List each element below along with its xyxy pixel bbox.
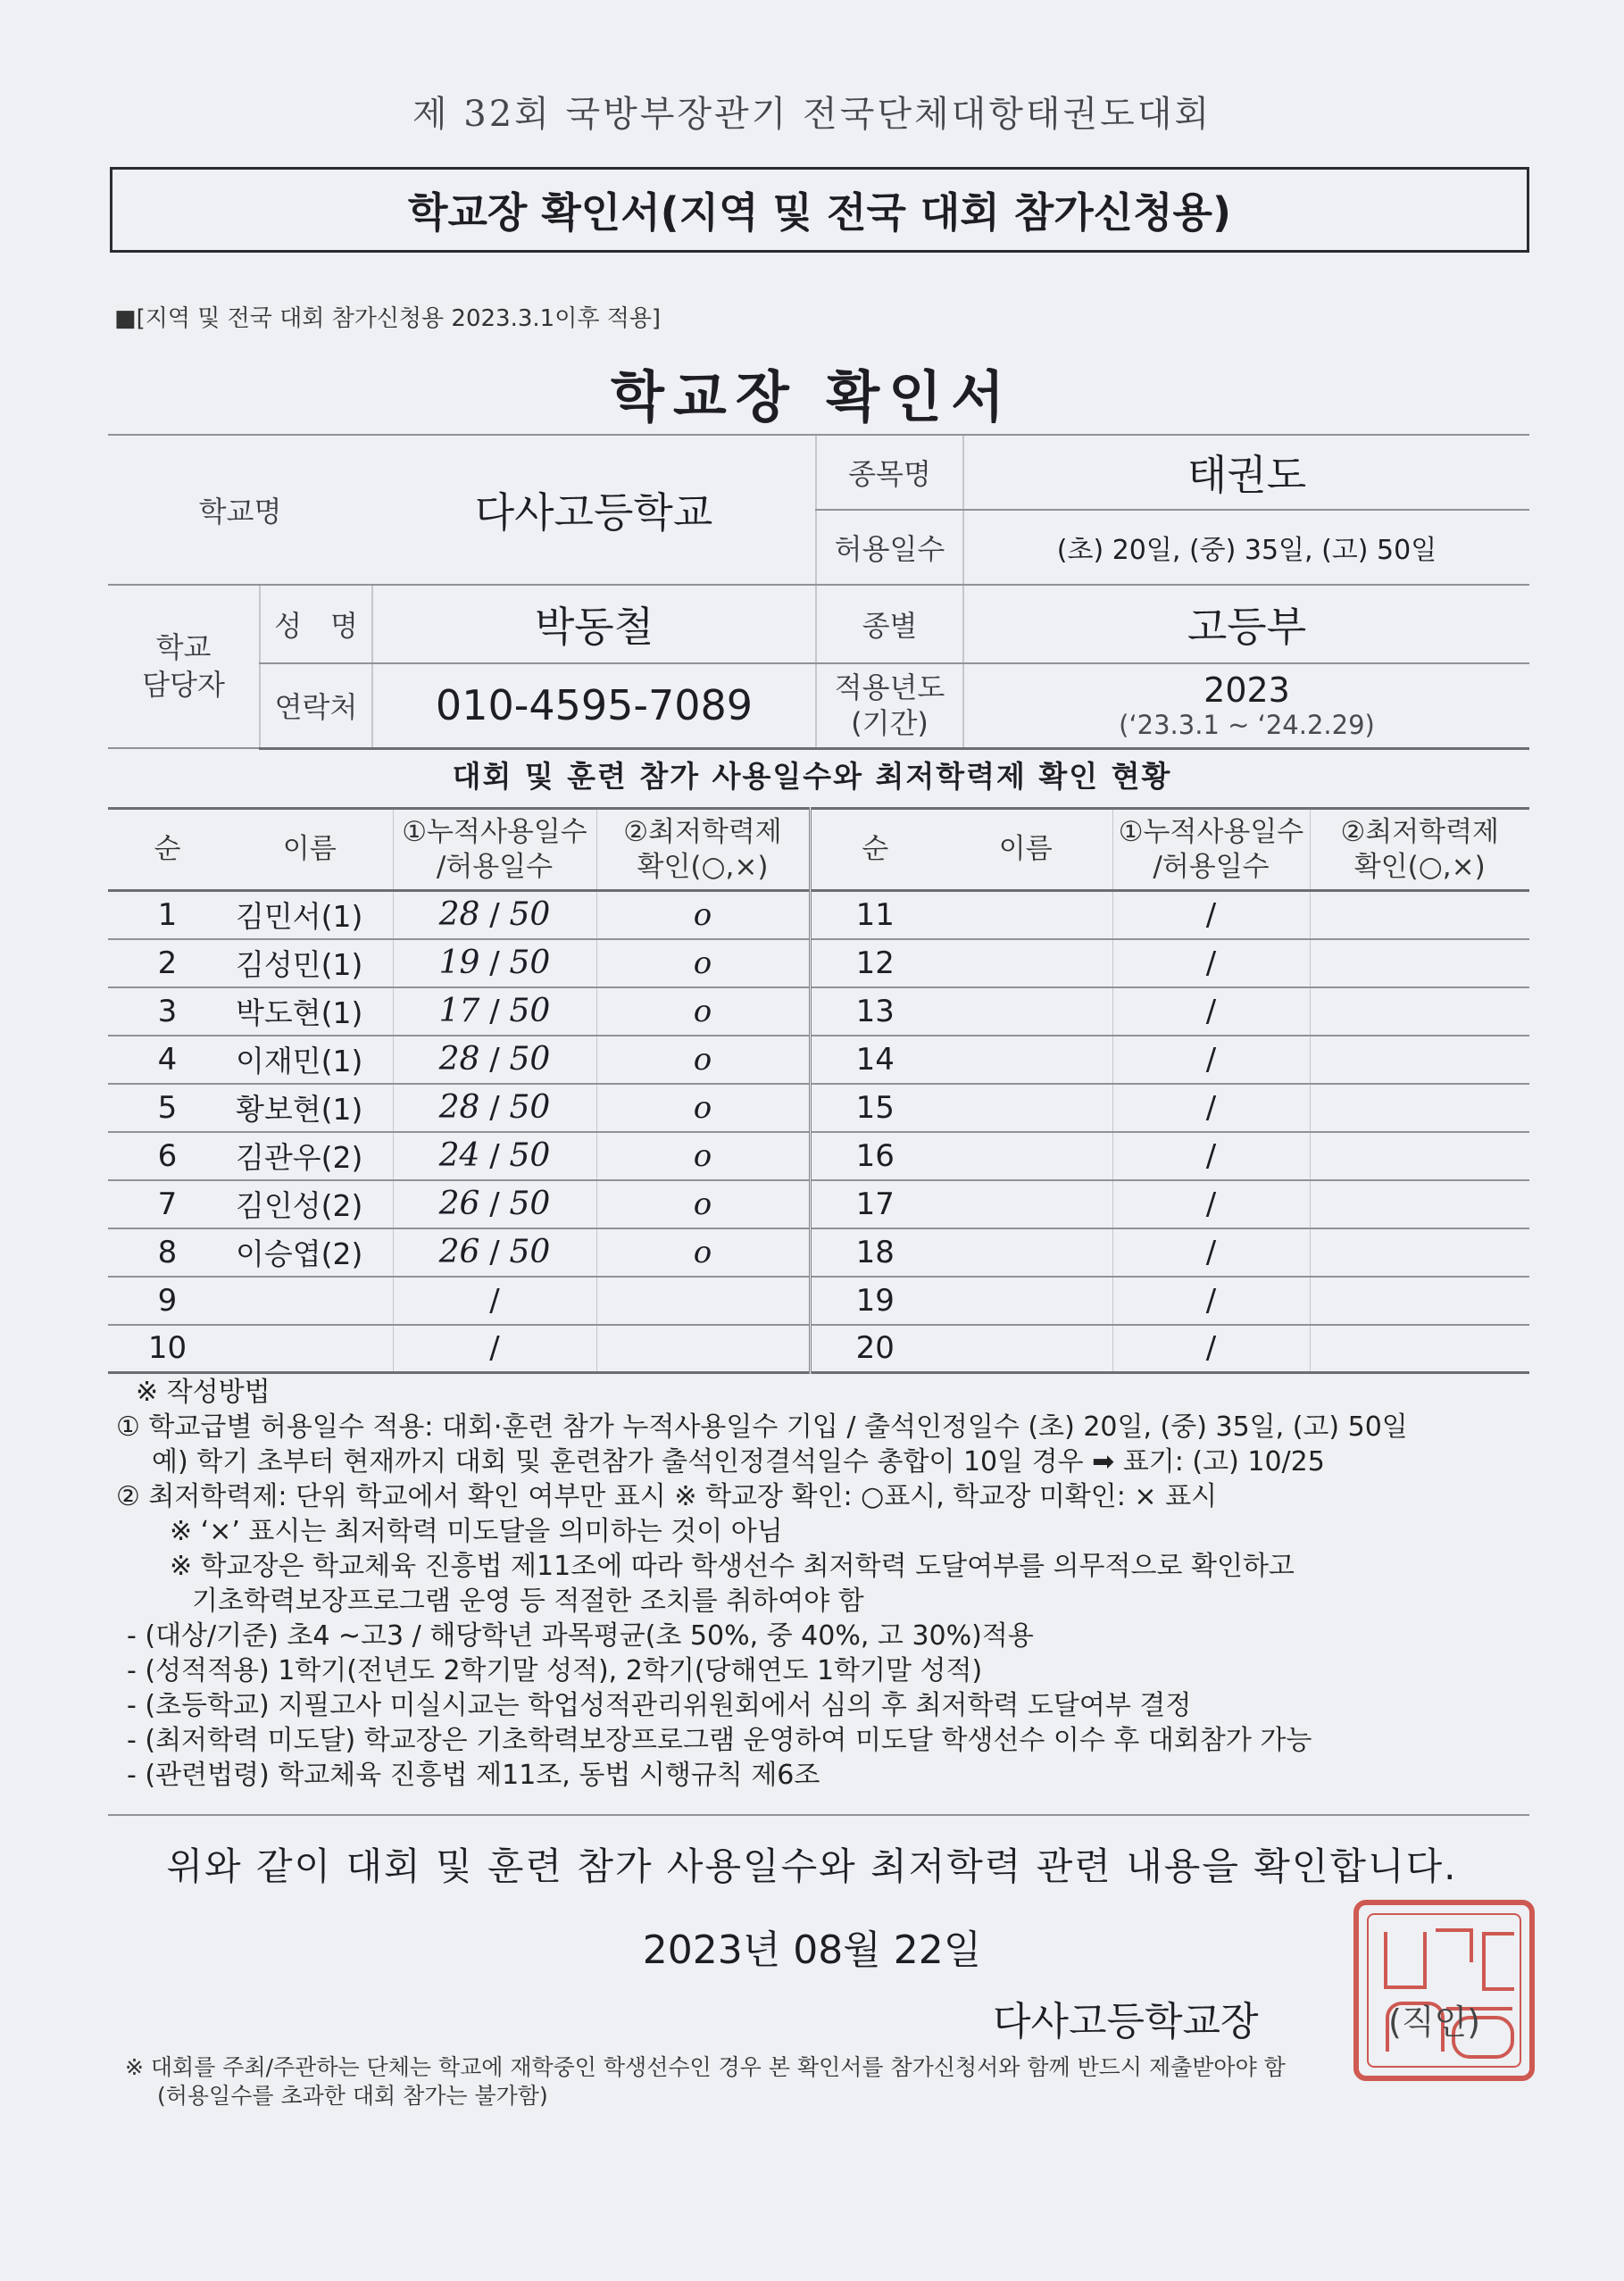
days-used-allowed [393, 1180, 596, 1228]
days-used-allowed-right: / [1112, 1132, 1310, 1180]
academic-check-right [1310, 1084, 1529, 1132]
slash-separator: / [479, 945, 510, 981]
note-2-b1: ※ 학교장은 학교체육 진흥법 제11조에 따라 학생선수 최저학력 도달여부를 의무적으로 확인하고 [170, 1551, 1295, 1582]
slash-separator: / [479, 1186, 510, 1222]
note-1-example: 예) 학기 초부터 현재까지 대회 및 훈련참가 출석인정결석일수 총합이 10일 경우 ➡ 표기: (고) 10/25 [152, 1446, 1325, 1478]
notes-heading: ※ 작성방법 [136, 1377, 271, 1408]
footnote-line-2: (허용일수를 초과한 대회 참가는 불가함) [157, 2083, 548, 2109]
days-allowed: 50 [509, 1186, 551, 1222]
sport-value: 태권도 [963, 435, 1529, 510]
days-allowed: 50 [509, 1137, 551, 1174]
student-name-right [939, 1036, 1112, 1084]
student-name [227, 1325, 393, 1373]
days-allowed: 50 [509, 993, 551, 1029]
row-number-right: 19 [810, 1277, 939, 1325]
days-used-allowed-right: / [1112, 1084, 1310, 1132]
row-number: 2 [108, 939, 227, 987]
usage-row [108, 987, 1529, 1036]
sport-label: 종목명 [816, 435, 963, 510]
academic-check: o [596, 939, 810, 987]
note-2-a: ※ ‘×’ 표시는 최저학력 미도달을 의미하는 것이 아님 [170, 1516, 783, 1547]
student-name: 김성민(1) [227, 939, 393, 987]
student-name-right [939, 1132, 1112, 1180]
usage-row [108, 939, 1529, 987]
academic-check-right [1310, 939, 1529, 987]
days-used-allowed-right: / [1112, 1180, 1310, 1228]
note-2-b2: 기초학력보장프로그램 운영 등 적절한 조치를 취하여야 함 [192, 1586, 864, 1617]
header-academic-right: ②최저학력제 확인(○,×) [1310, 809, 1529, 891]
days-allowed: 50 [509, 945, 551, 981]
usage-row [108, 1277, 1529, 1325]
header-days-right: ①누적사용일수 /허용일수 [1112, 809, 1310, 891]
form-note: ■[지역 및 전국 대회 참가신청용 2023.3.1이후 적용] [114, 305, 662, 332]
academic-check: o [596, 987, 810, 1036]
note-1: ① 학교급별 허용일수 적용: 대회·훈련 참가 누적사용일수 기입 / 출석인정일수 (초) 20일, (중) 35일, (고) 50일 [116, 1411, 1408, 1443]
row-number-right: 13 [810, 987, 939, 1036]
days-used: 24 [438, 1137, 480, 1174]
manager-label: 학교 담당자 [108, 585, 260, 748]
academic-check-right [1310, 1277, 1529, 1325]
student-name: 이재민(1) [227, 1036, 393, 1084]
days-used-allowed-right: / [1112, 1036, 1310, 1084]
footnote-line-1: ※ 대회를 주최/주관하는 단체는 학교에 재학중인 학생선수인 경우 본 확인서를 참가신청서와 함께 반드시 제출받아야 함 [125, 2054, 1286, 2080]
manager-contact-value: 010-4595-7089 [372, 663, 816, 748]
divider [108, 1814, 1529, 1816]
days-allowed: 50 [509, 896, 551, 934]
student-name [227, 1277, 393, 1325]
student-name-right [939, 1084, 1112, 1132]
detail-1: - (대상/기준) 초4 ~고3 / 해당학년 과목평균(초 50%, 중 40%, 고 30%)적용 [127, 1620, 1034, 1652]
row-number-right: 15 [810, 1084, 939, 1132]
student-name-right [939, 1228, 1112, 1277]
days-used: 17 [438, 993, 480, 1029]
academic-check-right [1310, 1180, 1529, 1228]
row-number-right: 20 [810, 1325, 939, 1373]
allowed-days-label: 허용일수 [816, 510, 963, 585]
student-name-right [939, 1180, 1112, 1228]
days-used-allowed-right: / [1112, 891, 1310, 939]
days-used-allowed-right: / [1112, 1228, 1310, 1277]
manager-contact-label: 연락처 [260, 663, 372, 748]
allowed-days-value: (초) 20일, (중) 35일, (고) 50일 [963, 510, 1529, 585]
academic-check [596, 1277, 810, 1325]
row-number-right: 14 [810, 1036, 939, 1084]
academic-check-right [1310, 1228, 1529, 1277]
academic-check [596, 1325, 810, 1373]
school-value: 다사고등학교 [372, 435, 816, 585]
academic-check-right [1310, 987, 1529, 1036]
row-number: 3 [108, 987, 227, 1036]
academic-check: o [596, 1228, 810, 1277]
days-used-allowed-right: / [1112, 1325, 1310, 1373]
student-name: 김민서(1) [227, 891, 393, 939]
footnote [125, 2053, 1518, 2110]
form-title-box: 학교장 확인서(지역 및 전국 대회 참가신청용) [110, 167, 1529, 253]
days-used-allowed-right: / [1112, 987, 1310, 1036]
year-cell [963, 663, 1529, 748]
row-number-right: 17 [810, 1180, 939, 1228]
row-number-right: 16 [810, 1132, 939, 1180]
info-table [108, 434, 1529, 750]
usage-row [108, 1036, 1529, 1084]
days-used-allowed [393, 939, 596, 987]
manager-name-label: 성 명 [260, 585, 372, 663]
note-2: ② 최저학력제: 단위 학교에서 확인 여부만 표시 ※ 학교장 확인: ○표시, 학교장 미확인: × 표시 [116, 1481, 1218, 1512]
academic-check-right [1310, 891, 1529, 939]
year-label: 적용년도 (기간) [816, 663, 963, 748]
year-value: 2023 [1203, 670, 1290, 711]
division-label: 종별 [816, 585, 963, 663]
usage-row [108, 1180, 1529, 1228]
usage-row [108, 1132, 1529, 1180]
student-name: 황보현(1) [227, 1084, 393, 1132]
row-number: 10 [108, 1325, 227, 1373]
school-label: 학교명 [108, 435, 372, 585]
academic-check: o [596, 1132, 810, 1180]
days-used-allowed-right: / [1112, 939, 1310, 987]
student-name: 박도현(1) [227, 987, 393, 1036]
days-used-allowed [393, 1036, 596, 1084]
header-name-right: 이름 [939, 809, 1112, 891]
student-name: 김관우(2) [227, 1132, 393, 1180]
event-title: 제 32회 국방부장관기 전국단체대항태권도대회 [412, 94, 1212, 135]
detail-5: - (관련법령) 학교체육 진흥법 제11조, 동법 시행규칙 제6조 [127, 1760, 820, 1791]
detail-3: - (초등학교) 지필고사 미실시교는 학업성적관리위원회에서 심의 후 최저학력 도달여부 결정 [127, 1690, 1192, 1721]
academic-check-right [1310, 1325, 1529, 1373]
days-used-allowed [393, 891, 596, 939]
row-number-right: 11 [810, 891, 939, 939]
days-used-allowed-right: / [1112, 1277, 1310, 1325]
days-used-allowed [393, 1132, 596, 1180]
seal-glyph [1384, 1932, 1427, 1989]
usage-table [108, 807, 1529, 1374]
usage-row [108, 1325, 1529, 1373]
header-days: ①누적사용일수 /허용일수 [393, 809, 596, 891]
header-no: 순 [108, 809, 227, 891]
slash-separator: / [479, 1042, 510, 1078]
days-used: 26 [438, 1186, 480, 1222]
days-used-allowed [393, 987, 596, 1036]
academic-check: o [596, 1084, 810, 1132]
days-used-allowed: / [393, 1325, 596, 1373]
days-used: 28 [438, 1089, 480, 1126]
academic-check: o [596, 891, 810, 939]
days-used-allowed [393, 1228, 596, 1277]
days-allowed: 50 [509, 1234, 551, 1270]
days-used: 28 [438, 1041, 480, 1078]
usage-table-title: 대회 및 훈련 참가 사용일수와 최저학력제 확인 현황 [452, 759, 1172, 794]
student-name-right [939, 1277, 1112, 1325]
days-used: 19 [438, 945, 480, 981]
issue-date: 2023년 08월 22일 [642, 1927, 982, 1973]
writing-instructions [116, 1375, 1518, 1793]
row-number-right: 18 [810, 1228, 939, 1277]
row-number: 4 [108, 1036, 227, 1084]
row-number: 1 [108, 891, 227, 939]
confirmation-statement: 위와 같이 대회 및 훈련 참가 사용일수와 최저학력 관련 내용을 확인합니다. [166, 1844, 1458, 1888]
document-title: 학교장 확인서 [611, 364, 1013, 429]
manager-name-value: 박동철 [372, 585, 816, 663]
year-period: (‘23.3.1 ~ ‘24.2.29) [1119, 710, 1375, 741]
row-number: 9 [108, 1277, 227, 1325]
seal-label: (직인) [1388, 2002, 1481, 2042]
header-academic: ②최저학력제 확인(○,×) [596, 809, 810, 891]
row-number: 8 [108, 1228, 227, 1277]
division-value: 고등부 [963, 585, 1529, 663]
academic-check: o [596, 1180, 810, 1228]
slash-separator: / [479, 1090, 510, 1126]
usage-row [108, 891, 1529, 939]
student-name: 김인성(2) [227, 1180, 393, 1228]
slash-separator: / [479, 897, 510, 934]
student-name-right [939, 987, 1112, 1036]
usage-row [108, 1228, 1529, 1277]
days-used: 28 [438, 896, 480, 934]
row-number: 6 [108, 1132, 227, 1180]
row-number-right: 12 [810, 939, 939, 987]
days-allowed: 50 [509, 1089, 551, 1126]
academic-check-right [1310, 1036, 1529, 1084]
slash-separator: / [479, 994, 510, 1029]
student-name-right [939, 891, 1112, 939]
slash-separator: / [479, 1235, 510, 1270]
slash-separator: / [479, 1138, 510, 1174]
row-number: 7 [108, 1180, 227, 1228]
days-allowed: 50 [509, 1041, 551, 1078]
row-number: 5 [108, 1084, 227, 1132]
detail-2: - (성적적용) 1학기(전년도 2학기말 성적), 2학기(당해연도 1학기말 성적) [127, 1655, 983, 1686]
academic-check-right [1310, 1132, 1529, 1180]
usage-header-row [108, 809, 1529, 891]
header-name: 이름 [227, 809, 393, 891]
student-name-right [939, 939, 1112, 987]
usage-row [108, 1084, 1529, 1132]
header-no-right: 순 [810, 809, 939, 891]
days-used-allowed [393, 1084, 596, 1132]
student-name-right [939, 1325, 1112, 1373]
academic-check: o [596, 1036, 810, 1084]
seal-glyph [1436, 1928, 1473, 1962]
days-used-allowed: / [393, 1277, 596, 1325]
detail-4: - (최저학력 미도달) 학교장은 기초학력보장프로그램 운영하여 미도달 학생선수 이수 후 대회참가 가능 [127, 1725, 1312, 1756]
student-name: 이승엽(2) [227, 1228, 393, 1277]
principal-title: 다사고등학교장 [993, 1999, 1259, 2044]
days-used: 26 [438, 1234, 480, 1270]
